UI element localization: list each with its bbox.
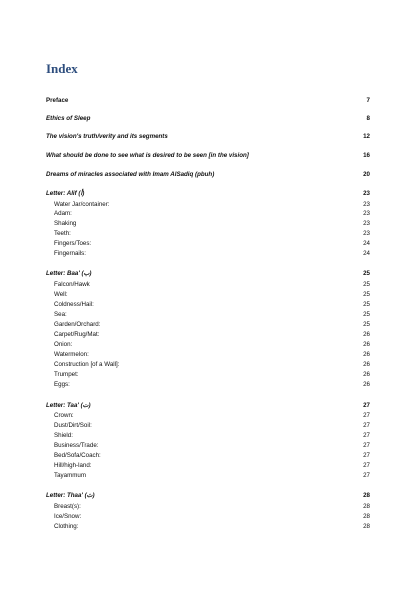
entry-label: Falcon/Hawk: [54, 281, 90, 288]
entry-label: Onion:: [54, 341, 73, 348]
entry-label: Shield:: [54, 432, 73, 439]
index-entry: [46, 441, 370, 451]
entry-label: Carpet/Rug/Mat:: [54, 331, 100, 338]
entry-page-number: 25: [363, 281, 370, 288]
entry-page-number: 26: [363, 331, 370, 338]
entry-page-number: 23: [363, 201, 370, 208]
page-title: Index: [46, 61, 78, 76]
index-entry: [46, 340, 370, 350]
entry-page-number: 27: [363, 472, 370, 479]
index-heading: [46, 491, 370, 501]
entry-label: Eggs:: [54, 381, 70, 388]
index-entry: [46, 239, 370, 249]
index-entry: [46, 300, 370, 310]
entry-page-number: 27: [363, 432, 370, 439]
index-entry: [46, 502, 370, 512]
entry-page-number: 25: [363, 301, 370, 308]
entry-label: Garden/Orchard:: [54, 321, 101, 328]
entry-label: What should be done to see what is desired to be seen [in the vision]: [46, 152, 249, 159]
index-entry: [46, 512, 370, 522]
entry-label: Preface: [46, 97, 69, 104]
index-heading: [46, 269, 370, 279]
entry-page-number: 23: [363, 230, 370, 237]
index-entry: [46, 421, 370, 431]
entry-page-number: 27: [363, 452, 370, 459]
index-entry: [46, 431, 370, 441]
entry-label: Dust/Dirt/Soil:: [54, 422, 92, 429]
entry-label: Adam:: [54, 210, 72, 217]
index-entry: [46, 310, 370, 320]
entry-page-number: 23: [363, 210, 370, 217]
entry-page-number: 23: [363, 220, 370, 227]
entry-page-number: 26: [363, 351, 370, 358]
entry-page-number: 27: [363, 402, 370, 409]
entry-page-number: 20: [363, 171, 370, 178]
entry-label: Letter: Taa' (ت): [46, 402, 91, 409]
entry-label: Tayammum: [54, 472, 86, 479]
index-entry: [46, 471, 370, 481]
index-heading: [46, 132, 370, 142]
index-entry: [46, 229, 370, 239]
index-heading: [46, 114, 370, 124]
index-entry: [46, 461, 370, 471]
index-entry: [46, 380, 370, 390]
entry-page-number: 16: [363, 152, 370, 159]
entry-page-number: 28: [363, 503, 370, 510]
entry-page-number: 28: [363, 492, 370, 499]
index-heading: [46, 151, 370, 161]
entry-label: Trumpet:: [54, 371, 79, 378]
entry-label: Dreams of miracles associated with Imam AlSadiq (pbuh): [46, 171, 215, 178]
entry-page-number: 27: [363, 422, 370, 429]
index-entry: [46, 290, 370, 300]
entry-page-number: 28: [363, 523, 370, 530]
entry-page-number: 24: [363, 240, 370, 247]
index-entry: [46, 350, 370, 360]
entry-label: Fingernails:: [54, 250, 86, 257]
index-entry: [46, 249, 370, 259]
entry-label: Watermelon:: [54, 351, 89, 358]
index-entry: [46, 370, 370, 380]
entry-label: Clothing:: [54, 523, 79, 530]
entry-page-number: 25: [363, 291, 370, 298]
index-entry: [46, 330, 370, 340]
entry-label: Ethics of Sleep: [46, 115, 91, 122]
entry-page-number: 26: [363, 381, 370, 388]
index-entry: [46, 209, 370, 219]
entry-label: Letter: Baa' (ب): [46, 270, 92, 277]
entry-label: Breast(s):: [54, 503, 81, 510]
entry-label: Fingers/Toes:: [54, 240, 92, 247]
entry-label: Ice/Snow:: [54, 513, 82, 520]
index-entry: [46, 219, 370, 229]
index-entry: [46, 522, 370, 532]
index-entry: [46, 280, 370, 290]
index-heading: [46, 96, 370, 106]
entry-label: Shaking: [54, 220, 77, 227]
entry-label: Crown:: [54, 412, 74, 419]
index-heading: [46, 189, 370, 199]
entry-label: Construction [of a Wall]:: [54, 361, 120, 368]
entry-label: The vision's truth/verity and its segments: [46, 133, 168, 140]
entry-label: Coldness/Hail:: [54, 301, 94, 308]
entry-label: Business/Trade:: [54, 442, 99, 449]
entry-page-number: 25: [363, 321, 370, 328]
entry-page-number: 23: [363, 190, 370, 197]
entry-label: Letter: Alif (أ): [46, 190, 85, 197]
entry-page-number: 24: [363, 250, 370, 257]
entry-page-number: 26: [363, 371, 370, 378]
entry-page-number: 25: [363, 270, 370, 277]
entry-page-number: 26: [363, 361, 370, 368]
entry-label: Well:: [54, 291, 68, 298]
entry-page-number: 26: [363, 341, 370, 348]
entry-label: Water Jar/container:: [54, 201, 110, 208]
entry-page-number: 27: [363, 462, 370, 469]
entry-page-number: 25: [363, 311, 370, 318]
index-entry: [46, 360, 370, 370]
entry-label: Sea:: [54, 311, 67, 318]
entry-page-number: 27: [363, 412, 370, 419]
entry-label: Teeth:: [54, 230, 71, 237]
entry-page-number: 27: [363, 442, 370, 449]
index-entry: [46, 320, 370, 330]
index-heading: [46, 170, 370, 180]
entry-page-number: 28: [363, 513, 370, 520]
entry-label: Bed/Sofa/Coach:: [54, 452, 101, 459]
index-list: [46, 0, 370, 593]
entry-label: Letter: Thaa' (ث): [46, 492, 95, 499]
entry-page-number: 7: [366, 97, 370, 104]
entry-page-number: 8: [366, 115, 370, 122]
index-entry: [46, 451, 370, 461]
index-heading: [46, 401, 370, 411]
entry-page-number: 12: [363, 133, 370, 140]
index-entry: [46, 411, 370, 421]
entry-label: Hill/high-land:: [54, 462, 92, 469]
